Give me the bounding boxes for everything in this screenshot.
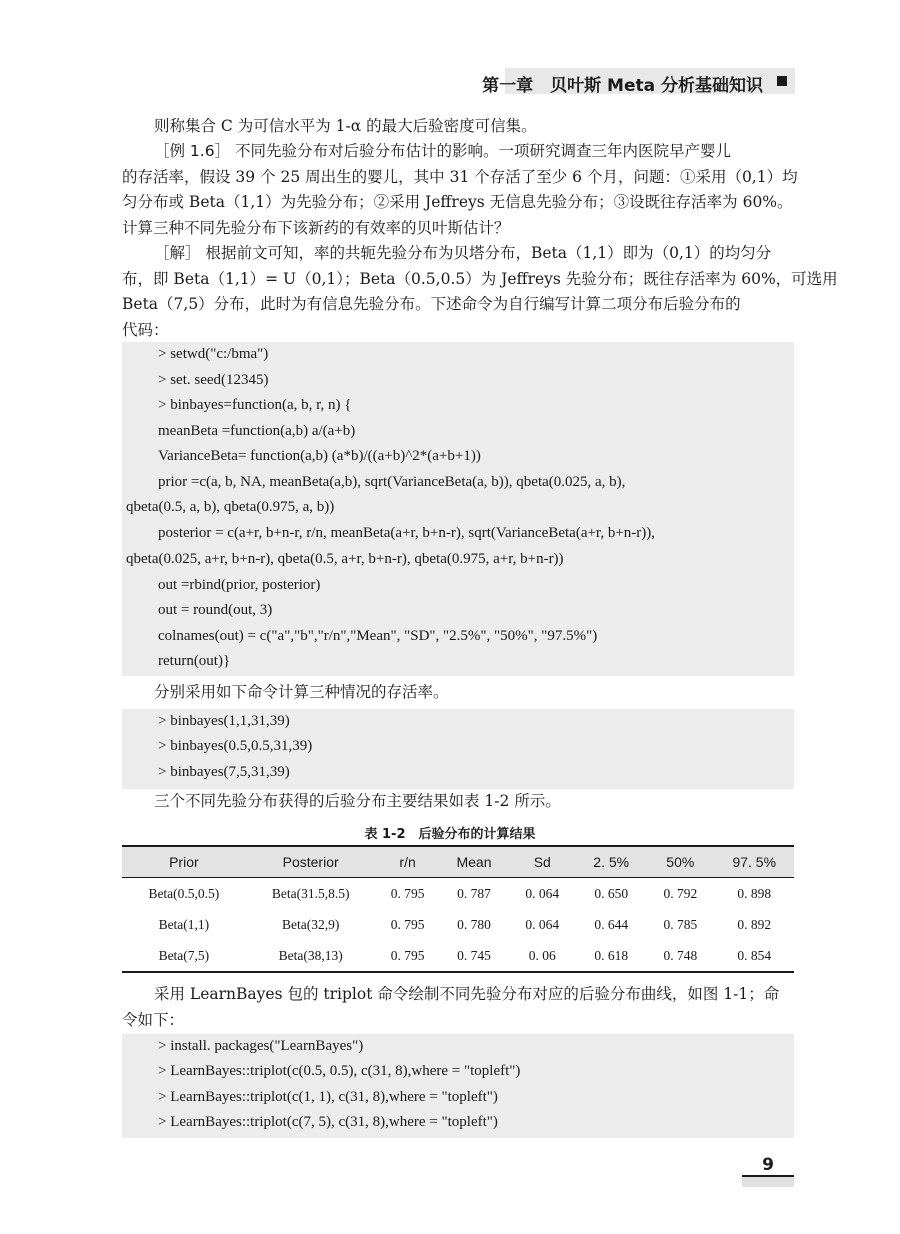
code-line: > install. packages("LearnBayes") — [158, 1038, 364, 1054]
table-cell: 0. 644 — [594, 916, 629, 932]
example-tag: ［例 1.6］ — [154, 142, 231, 160]
column-header: 97. 5% — [714, 846, 794, 878]
code-block-binbayes-calls — [122, 709, 794, 789]
table-cell: 0. 650 — [594, 885, 629, 901]
example-line-3: 匀分布或 Beta（1,1）为先验分布；②采用 Jeffreys 无信息先验分布；③设既往存活率为 60%。 — [122, 193, 793, 211]
table-cell: 0. 780 — [457, 916, 491, 932]
solution-paragraph — [122, 241, 838, 343]
results-table — [122, 845, 794, 973]
code-line: qbeta(0.5, a, b), qbeta(0.975, a, b)) — [126, 499, 335, 515]
example-text-1: 不同先验分布对后验分布估计的影响。一项研究调查三年内医院早产婴儿 — [230, 142, 732, 160]
column-header: 50% — [646, 846, 714, 878]
table-cell: 0. 745 — [440, 940, 509, 972]
code-line: out = round(out, 3) — [158, 602, 273, 618]
code-line: > binbayes(7,5,31,39) — [158, 764, 290, 780]
table-cell: 0. 618 — [576, 940, 646, 972]
code-line: return(out)} — [158, 653, 231, 669]
example-line-2: 的存活率，假设 39 个 25 周出生的婴儿，其中 31 个存活了至少 6 个月，问题：①采用（0,1）均 — [122, 167, 798, 186]
code-line: > set. seed(12345) — [158, 372, 269, 388]
code-line: > binbayes(0.5,0.5,31,39) — [158, 738, 313, 754]
three-cases-line: 分别采用如下命令计算三种情况的存活率。 — [154, 683, 449, 701]
table-cell: 0. 787 — [457, 885, 491, 901]
column-header: Mean — [440, 846, 509, 878]
code-line: meanBeta =function(a,b) a/(a+b) — [158, 423, 356, 439]
solution-line-2: 布，即 Beta（1,1）= U（0,1）；Beta（0.5,0.5）为 Jeffreys 先验分布；既往存活率为 60%，可选用 — [122, 269, 838, 288]
code-line: posterior = c(a+r, b+n-r, r/n, meanBeta(a+r, b+n-r), sqrt(VarianceBeta(a+r, b+n-r)), — [158, 525, 656, 541]
table-caption: 表 1-2 后验分布的计算结果 — [364, 827, 536, 842]
example-line-4: 计算三种不同先验分布下该新药的有效率的贝叶斯估计？ — [122, 218, 510, 237]
code-line: qbeta(0.025, a+r, b+n-r), qbeta(0.5, a+r, b+n-r), qbeta(0.975, a+r, b+n-r)) — [126, 551, 564, 567]
code-block-binbayes — [122, 342, 794, 676]
table-cell: 0. 785 — [663, 916, 698, 932]
solution-line-3: Beta（7,5）分布，此时为有信息先验分布。下述命令为自行编写计算二项分布后验分布的 — [122, 295, 741, 313]
table-cell: Beta(32,9) — [281, 916, 340, 932]
table-cell: Beta(38,13) — [246, 940, 376, 972]
solution-line-1 — [122, 241, 794, 267]
triplot-line-1: 采用 LearnBayes 包的 triplot 命令绘制不同先验分布对应的后验分布曲线，如图 1-1；命 — [154, 985, 780, 1003]
page-number: 9 — [762, 1155, 774, 1175]
code-line: prior =c(a, b, NA, meanBeta(a,b), sqrt(VarianceBeta(a, b)), qbeta(0.025, a, b), — [158, 474, 626, 490]
table-header-row — [122, 846, 794, 878]
results-line: 三个不同先验分布获得的后验分布主要结果如表 1-2 所示。 — [154, 792, 561, 810]
column-header: Sd — [508, 846, 576, 878]
code-line: > setwd("c:/bma") — [158, 346, 269, 362]
triplot-line-2: 令如下： — [122, 1010, 185, 1029]
table-cell: Beta(0.5,0.5) — [148, 885, 220, 901]
table-cell: 0. 898 — [737, 885, 772, 901]
table-cell: 0. 854 — [714, 940, 794, 972]
code-line: > LearnBayes::triplot(c(0.5, 0.5), c(31, 8),where = "topleft") — [158, 1063, 521, 1079]
results-paragraph — [122, 789, 826, 815]
code-line: > binbayes=function(a, b, r, n) { — [158, 397, 352, 413]
table-cell: Beta(7,5) — [122, 940, 246, 972]
three-cases-paragraph — [122, 680, 826, 706]
table-cell: Beta(31.5,8.5) — [271, 885, 350, 901]
solution-line-4: 代码： — [122, 320, 169, 339]
example-paragraph — [122, 139, 798, 241]
table-cell: 0. 06 — [508, 940, 576, 972]
column-header: Prior — [122, 846, 246, 878]
intro-line: 则称集合 C 为可信水平为 1-α 的最大后验密度可信集。 — [154, 117, 537, 135]
column-header: r/n — [376, 846, 440, 878]
table-row — [122, 940, 794, 972]
chapter-title: 第一章 贝叶斯 Meta 分析基础知识 — [482, 76, 763, 96]
solution-text-1: 根据前文可知，率的共轭先验分布为贝塔分布，Beta（1,1）即为（0,1）的均匀分 — [200, 244, 772, 262]
column-header: 2. 5% — [576, 846, 646, 878]
code-line: > LearnBayes::triplot(c(7, 5), c(31, 8),where = "topleft") — [158, 1114, 498, 1130]
table-row — [122, 878, 794, 910]
code-block-triplot — [122, 1034, 794, 1138]
table-cell: 0. 064 — [525, 885, 560, 901]
code-line: > LearnBayes::triplot(c(1, 1), c(31, 8),where = "topleft") — [158, 1089, 498, 1105]
code-line: VarianceBeta= function(a,b) (a*b)/((a+b)^2*(a+b+1)) — [158, 448, 481, 464]
header-square-icon — [777, 76, 787, 86]
table-cell: 0. 792 — [663, 885, 698, 901]
solution-tag: ［解］ — [154, 244, 201, 262]
example-line-1 — [122, 139, 794, 165]
table-cell: 0. 748 — [646, 940, 714, 972]
code-line: > binbayes(1,1,31,39) — [158, 713, 290, 729]
intro-paragraph — [122, 114, 826, 140]
code-line: out =rbind(prior, posterior) — [158, 577, 321, 593]
table-cell: 0. 064 — [525, 916, 560, 932]
table-cell: 0. 795 — [376, 940, 440, 972]
table-cell: Beta(1,1) — [158, 916, 210, 932]
table-cell: 0. 795 — [390, 885, 425, 901]
table-cell: 0. 795 — [390, 916, 425, 932]
triplot-paragraph — [122, 982, 794, 1033]
page-number-shade — [742, 1177, 794, 1187]
code-line: colnames(out) = c("a","b","r/n","Mean", "SD", "2.5%", "50%", "97.5%") — [158, 628, 598, 644]
table-row — [122, 909, 794, 940]
column-header: Posterior — [246, 846, 376, 878]
running-header — [482, 68, 795, 96]
table-cell: 0. 892 — [737, 916, 772, 932]
